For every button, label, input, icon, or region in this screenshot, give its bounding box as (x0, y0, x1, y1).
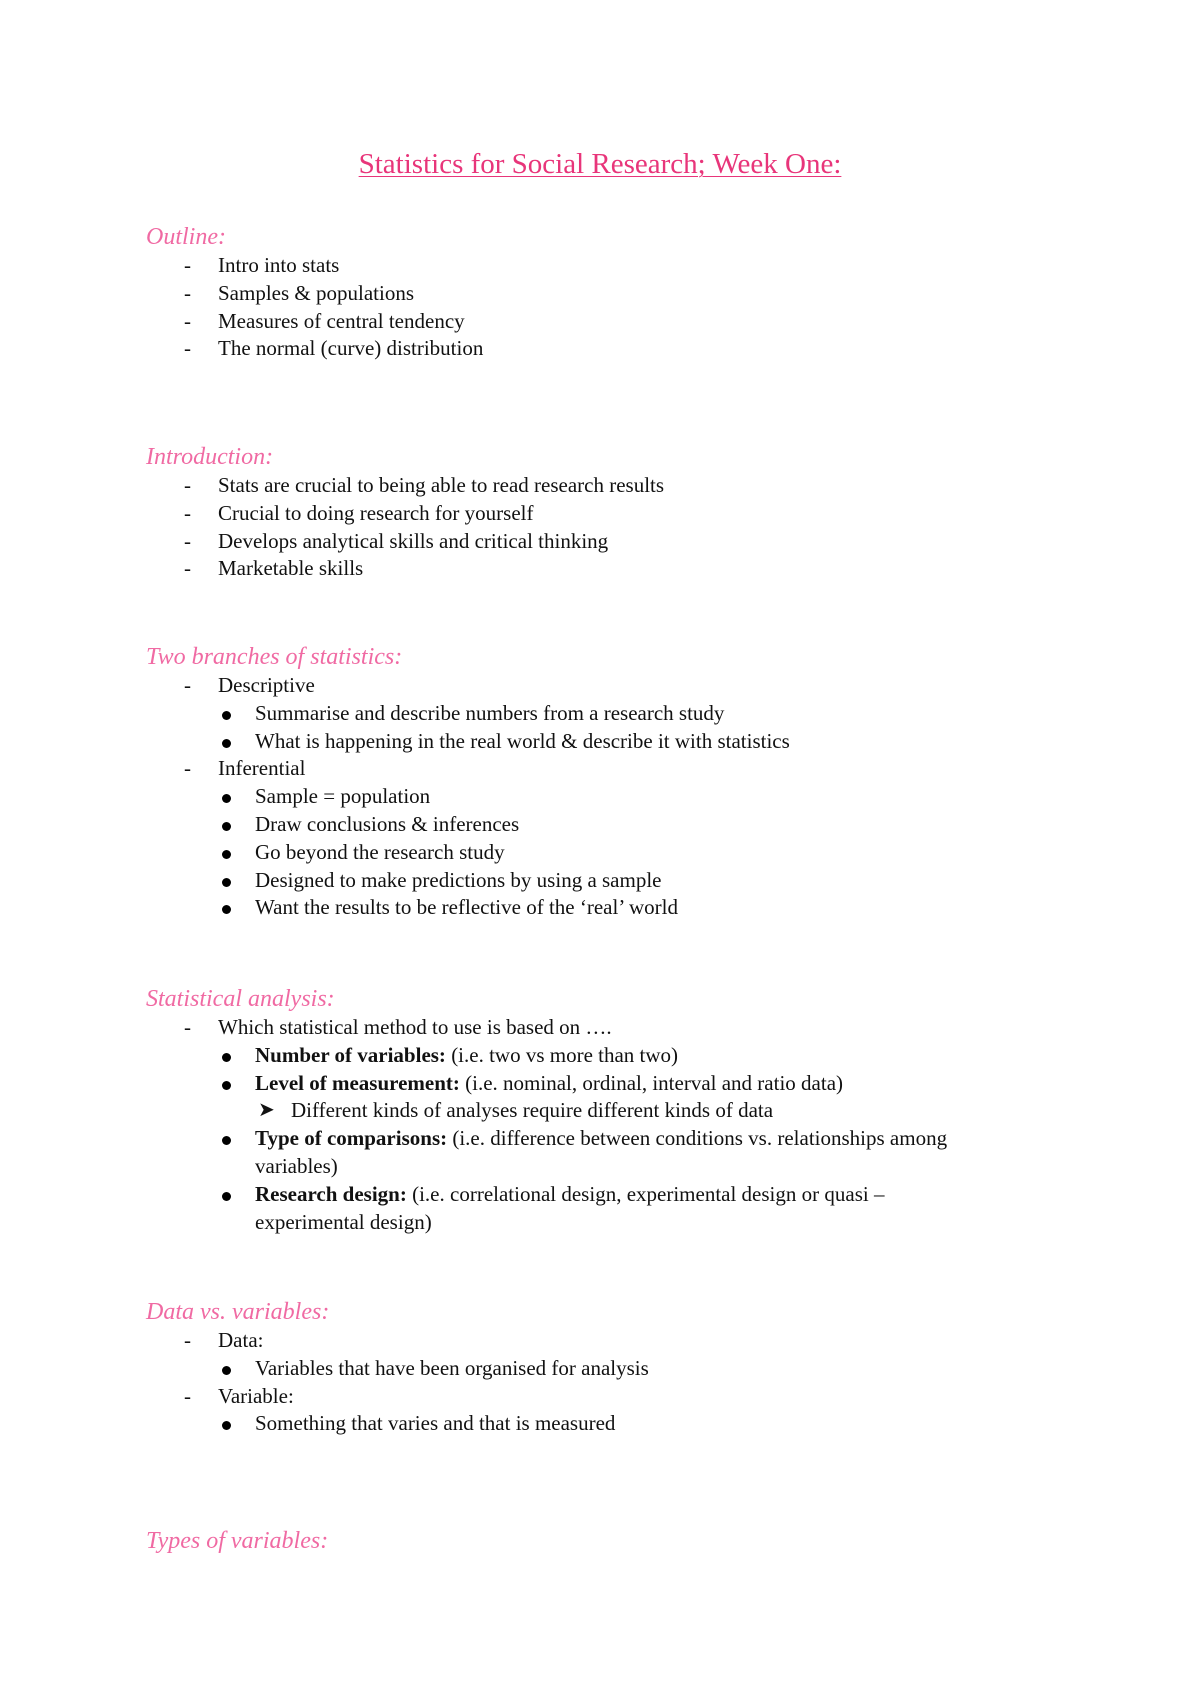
bullet-icon (222, 739, 231, 748)
dash-marker: - (184, 673, 191, 697)
list-item: - Descriptive (146, 672, 1086, 700)
bullet-item: Variables that have been organised for analysis (146, 1355, 1086, 1383)
dash-marker: - (184, 1015, 191, 1039)
bullet-icon (222, 1053, 231, 1062)
section-heading: Outline: (146, 224, 226, 250)
list-item: - Variable: (146, 1383, 1086, 1411)
sub-bullet-item: ➤ Different kinds of analyses require different kinds of data (146, 1097, 1086, 1125)
list-item: - Develops analytical skills and critical thinking (146, 528, 1086, 556)
dash-marker: - (184, 756, 191, 781)
dash-marker: - (184, 308, 191, 333)
bullet-icon (222, 1081, 231, 1090)
dash-marker: - (184, 500, 191, 525)
bullet-icon (222, 1192, 231, 1201)
bullet-item: Research design: (i.e. correlational design, experimental design or quasi – experimental design) (146, 1181, 1086, 1237)
list-item: - Inferential (146, 755, 1086, 783)
list-item: - Marketable skills (146, 555, 1086, 583)
section-introduction (146, 442, 1086, 583)
bullet-item: Want the results to be reflective of the ‘real’ world (146, 894, 1086, 922)
list-item: - Which statistical method to use is based on …. (146, 1014, 1086, 1042)
list-item: - Intro into stats (146, 252, 1086, 280)
bullet-icon (222, 1366, 231, 1375)
section-heading: Introduction: (146, 444, 274, 470)
bullet-item: Type of comparisons: (i.e. difference between conditions vs. relationships among variables) (146, 1125, 1086, 1181)
section-statistical-analysis (146, 984, 1086, 1236)
dash-marker: - (184, 556, 191, 581)
list-item: - Samples & populations (146, 280, 1086, 308)
bullet-item: Level of measurement: (i.e. nominal, ordinal, interval and ratio data) (146, 1070, 1086, 1098)
bullet-icon (222, 878, 231, 887)
bullet-icon (222, 905, 231, 914)
bullet-item: Summarise and describe numbers from a research study (146, 700, 1086, 728)
bullet-item: Designed to make predictions by using a sample (146, 867, 1086, 895)
bullet-icon (222, 822, 231, 831)
bullet-icon (222, 1136, 231, 1145)
list-item: - Data: (146, 1327, 1086, 1355)
bullet-item: Go beyond the research study (146, 839, 1086, 867)
arrowhead-icon: ➤ (258, 1099, 275, 1122)
list-item: - Crucial to doing research for yourself (146, 500, 1086, 528)
list-item: - Stats are crucial to being able to read research results (146, 472, 1086, 500)
section-two-branches (146, 642, 1086, 922)
bullet-icon (222, 711, 231, 720)
section-heading: Data vs. variables: (146, 1299, 330, 1325)
section-data-vs-variables (146, 1297, 1086, 1438)
list-item: - Measures of central tendency (146, 308, 1086, 336)
bullet-item: Something that varies and that is measured (146, 1410, 1086, 1438)
section-heading: Types of variables: (146, 1528, 329, 1554)
section-outline (146, 222, 1086, 363)
dash-marker: - (184, 1383, 191, 1408)
dash-marker: - (184, 528, 191, 553)
section-types-of-variables (146, 1526, 1086, 1556)
page-title: Statistics for Social Research; Week One: (358, 148, 842, 180)
dash-marker: - (184, 1328, 191, 1352)
dash-marker: - (184, 336, 191, 361)
bullet-icon (222, 794, 231, 803)
dash-marker: - (184, 280, 191, 305)
bullet-item: Draw conclusions & inferences (146, 811, 1086, 839)
section-heading: Statistical analysis: (146, 986, 335, 1012)
section-heading: Two branches of statistics: (146, 644, 403, 670)
dash-marker: - (184, 473, 191, 497)
bullet-item: Sample = population (146, 783, 1086, 811)
bullet-item: What is happening in the real world & describe it with statistics (146, 728, 1086, 756)
dash-marker: - (184, 253, 191, 277)
list-item: - The normal (curve) distribution (146, 335, 1086, 363)
bullet-icon (222, 850, 231, 859)
bullet-icon (222, 1421, 231, 1430)
bullet-item: Number of variables: (i.e. two vs more than two) (146, 1042, 1086, 1070)
